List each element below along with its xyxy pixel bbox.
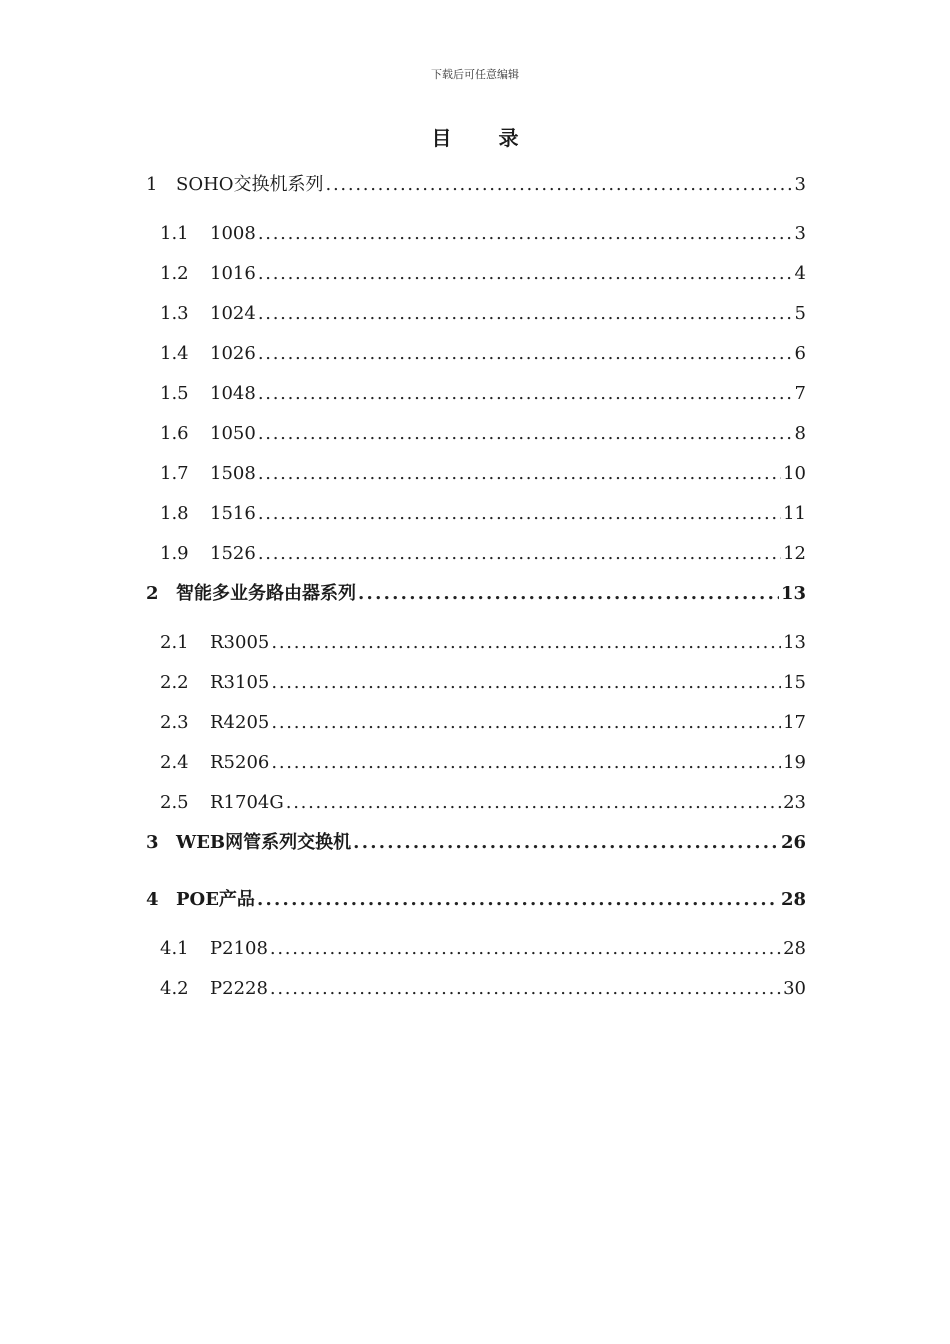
entry-number: 2.2 [160, 672, 189, 693]
entry-title: R1704G [210, 792, 284, 813]
entry-title: WEB网管系列交换机 [176, 832, 352, 853]
entry-title: 1526 [210, 543, 256, 564]
dot-leader [358, 579, 779, 609]
dot-leader [271, 628, 781, 658]
entry-page: 28 [780, 889, 806, 910]
toc-entry[interactable] [146, 828, 806, 885]
toc-entry[interactable] [146, 259, 806, 299]
toc-entry[interactable] [146, 579, 806, 628]
entry-page: 13 [783, 632, 806, 653]
entry-page: 23 [783, 792, 806, 813]
dot-leader [258, 339, 793, 369]
toc-entry[interactable] [146, 219, 806, 259]
dot-leader [257, 885, 779, 915]
entry-number: 2.3 [160, 712, 189, 733]
dot-leader [326, 170, 793, 200]
entry-title: POE产品 [176, 889, 255, 910]
entry-page: 13 [780, 583, 806, 604]
dot-leader [258, 379, 793, 409]
toc-entry[interactable] [146, 708, 806, 748]
entry-number: 1.7 [160, 463, 189, 484]
dot-leader [271, 668, 781, 698]
entry-page: 12 [783, 543, 806, 564]
dot-leader [271, 708, 781, 738]
dot-leader [353, 828, 779, 858]
entry-page: 10 [783, 463, 806, 484]
entry-number: 1.6 [160, 423, 189, 444]
entry-number: 3 [146, 832, 159, 853]
entry-title: R3105 [210, 672, 270, 693]
entry-title: 1516 [210, 503, 256, 524]
dot-leader [270, 934, 781, 964]
entry-number: 2.1 [160, 632, 189, 653]
dot-leader [258, 539, 781, 569]
entry-page: 17 [783, 712, 806, 733]
toc-entry[interactable] [146, 170, 806, 219]
entry-title: 1024 [210, 303, 256, 324]
toc-entry[interactable] [146, 748, 806, 788]
entry-title: 1026 [210, 343, 256, 364]
entry-page: 19 [783, 752, 806, 773]
entry-title: 1050 [210, 423, 256, 444]
entry-number: 1.2 [160, 263, 189, 284]
entry-title: 1016 [210, 263, 256, 284]
toc-entry[interactable] [146, 379, 806, 419]
dot-leader [286, 788, 781, 818]
toc-entry[interactable] [146, 539, 806, 579]
toc-title: 目 录 [431, 126, 539, 150]
toc-entry[interactable] [146, 499, 806, 539]
toc-entry[interactable] [146, 668, 806, 708]
entry-number: 1.8 [160, 503, 189, 524]
entry-number: 4.2 [160, 978, 189, 999]
entry-number: 1.5 [160, 383, 189, 404]
toc-entry[interactable] [146, 885, 806, 934]
toc-entry[interactable] [146, 339, 806, 379]
entry-number: 2.4 [160, 752, 189, 773]
entry-page: 15 [783, 672, 806, 693]
entry-number: 1.4 [160, 343, 189, 364]
entry-page: 5 [794, 303, 806, 324]
entry-title: 1008 [210, 223, 256, 244]
entry-title: 智能多业务路由器系列 [176, 583, 356, 604]
entry-number: 1 [146, 174, 158, 195]
toc-entry[interactable] [146, 934, 806, 974]
entry-number: 2.5 [160, 792, 189, 813]
entry-page: 3 [794, 223, 806, 244]
entry-number: 4.1 [160, 938, 189, 959]
entry-title: 1508 [210, 463, 256, 484]
entry-number: 4 [146, 889, 159, 910]
entry-page: 30 [783, 978, 806, 999]
entry-number: 1.1 [160, 223, 189, 244]
entry-number: 1.9 [160, 543, 189, 564]
entry-title: R5206 [210, 752, 270, 773]
dot-leader [270, 974, 781, 1004]
entry-number: 2 [146, 583, 159, 604]
entry-page: 8 [794, 423, 806, 444]
entry-title: R3005 [210, 632, 270, 653]
entry-page: 3 [794, 174, 806, 195]
entry-title: R4205 [210, 712, 270, 733]
dot-leader [258, 499, 781, 529]
toc-entry[interactable] [146, 419, 806, 459]
dot-leader [258, 419, 793, 449]
toc-entry[interactable] [146, 299, 806, 339]
entry-page: 6 [794, 343, 806, 364]
entry-title: P2228 [210, 978, 268, 999]
entry-title: P2108 [210, 938, 268, 959]
entry-title: 1048 [210, 383, 256, 404]
table-of-contents [146, 170, 806, 1014]
entry-page: 26 [780, 832, 806, 853]
dot-leader [258, 259, 793, 289]
entry-page: 7 [794, 383, 806, 404]
entry-page: 28 [783, 938, 806, 959]
entry-page: 4 [794, 263, 806, 284]
dot-leader [258, 299, 793, 329]
dot-leader [258, 219, 793, 249]
page-header: 下载后可任意编辑 [431, 68, 519, 81]
toc-entry[interactable] [146, 788, 806, 828]
dot-leader [271, 748, 781, 778]
entry-page: 11 [783, 503, 806, 524]
entry-number: 1.3 [160, 303, 189, 324]
toc-entry[interactable] [146, 974, 806, 1014]
entry-title: SOHO交换机系列 [176, 174, 324, 195]
dot-leader [258, 459, 781, 489]
toc-entry[interactable] [146, 459, 806, 499]
toc-entry[interactable] [146, 628, 806, 668]
